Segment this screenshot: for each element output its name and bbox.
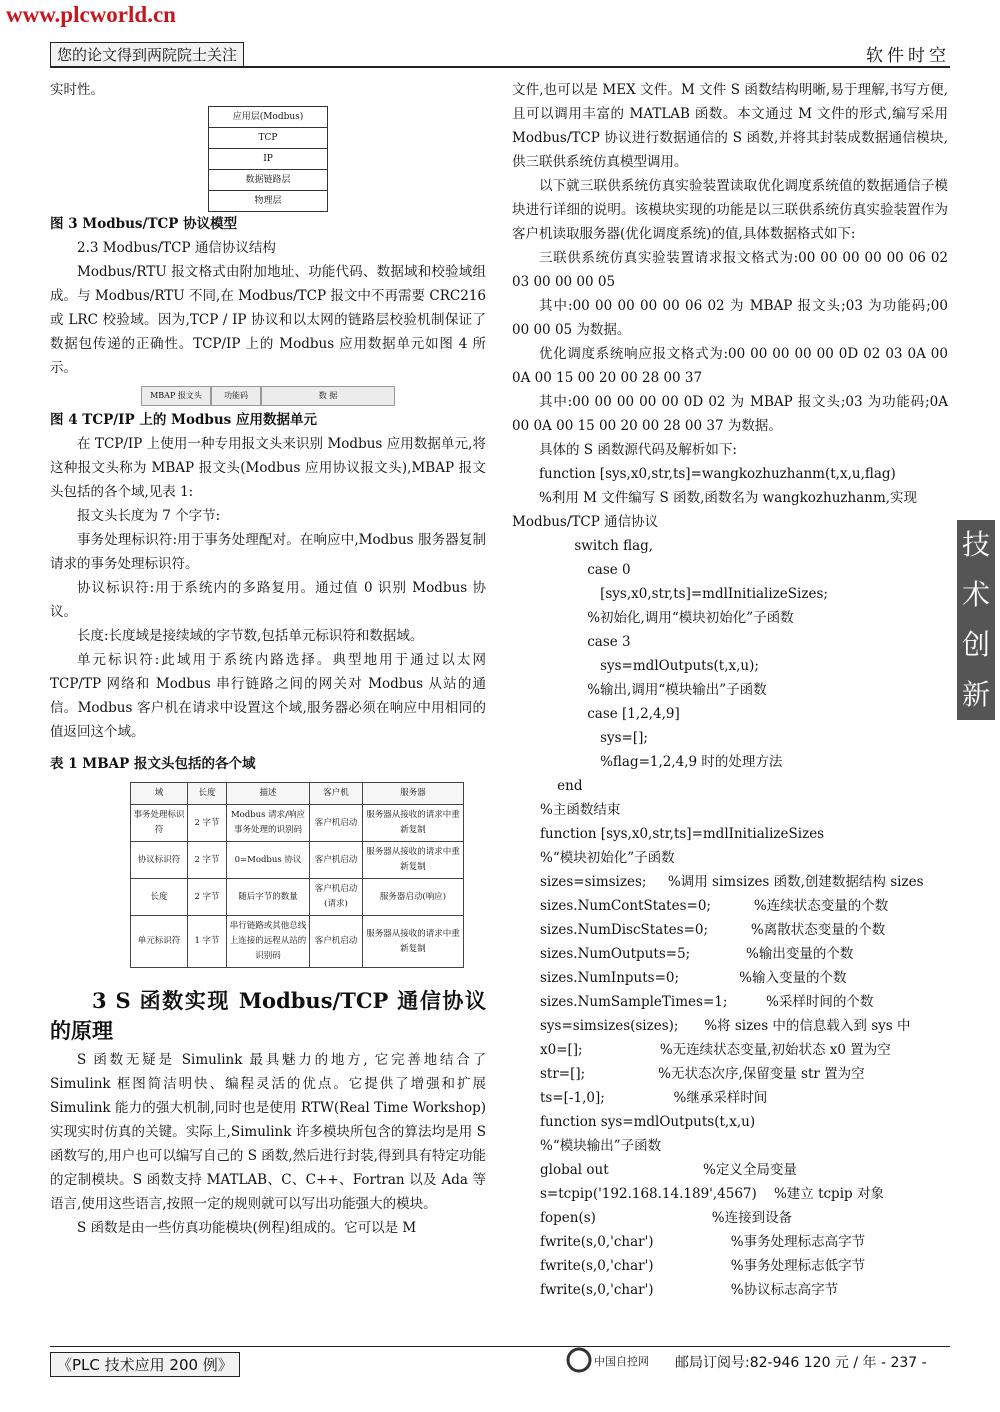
side-tab-char: 术 (961, 578, 990, 611)
table-cell: 客户机启动(请求) (310, 879, 363, 916)
code-line: %主函数结束 (540, 802, 621, 818)
code-line: sizes=simsizes; %调用 simsizes 函数,创建数据结构 sizes (540, 874, 924, 890)
code-line: sizes.NumInputs=0; %输入变量的个数 (540, 970, 847, 986)
paragraph: 实时性。 (50, 82, 104, 98)
right-column (512, 78, 948, 1302)
table-cell: 服务器从接收的请求中重新复制 (363, 842, 464, 879)
layer-ip: IP (208, 149, 328, 170)
code-line: sys=[]; (540, 730, 648, 746)
figure-4-caption: 图 4 TCP/IP 上的 Modbus 应用数据单元 (50, 412, 317, 428)
table-row (131, 916, 464, 968)
code-line: %利用 M 文件编写 S 函数,函数名为 wangkozhuzhanm,实现 (539, 490, 918, 506)
paragraph: 长度:长度域是接续域的字节数,包括单元标识符和数据域。 (77, 628, 424, 644)
adu-mbap: MBAP 报文头 (141, 386, 211, 406)
adu-data: 数 据 (261, 386, 395, 406)
paragraph: 具体的 S 函数源代码及解析如下: (539, 442, 737, 458)
section-side-tab (957, 520, 995, 720)
code-line: sys=simsizes(sizes); %将 sizes 中的信息载入到 sys 中 (540, 1018, 911, 1034)
table-cell: 客户机启动 (310, 842, 363, 879)
layer-physical: 物理层 (208, 191, 328, 212)
figure-3-protocol-stack (208, 106, 328, 212)
paragraph: 以下就三联供系统仿真实验装置读取优化调度系统值的数据通信子模块进行详细的说明。该模块实现的功能是以三联供系统仿真实验装置作为客户机读取服务器(优化调度系统)的值,具体数据格式如下: (512, 178, 948, 242)
figure-4-adu (141, 386, 395, 406)
table-cell: 事务处理标识符 (131, 805, 188, 842)
table-header-row (131, 783, 464, 805)
code-line: Modbus/TCP 通信协议 (512, 514, 659, 530)
side-tab-char: 技 (961, 528, 990, 561)
table-row (131, 805, 464, 842)
table-cell: 0=Modbus 协议 (227, 842, 310, 879)
layer-tcp: TCP (208, 128, 328, 149)
table-header-cell: 域 (131, 783, 188, 805)
code-line: str=[]; %无状态次序,保留变量 str 置为空 (540, 1066, 865, 1082)
table-cell: 单元标识符 (131, 916, 188, 968)
code-line: x0=[]; %无连续状态变量,初始状态 x0 置为空 (540, 1042, 891, 1058)
column-title: 软件时空 (866, 46, 950, 66)
table-cell: 随后字节的数量 (227, 879, 310, 916)
layer-datalink: 数据链路层 (208, 170, 328, 191)
paragraph: 报文头长度为 7 个字节: (77, 508, 221, 524)
code-line: case 3 (540, 634, 631, 650)
table-cell: 长度 (131, 879, 188, 916)
code-line: ts=[-1,0]; %继承采样时间 (540, 1090, 768, 1106)
table-header-cell: 服务器 (363, 783, 464, 805)
table-cell: Modbus 请求/响应事务处理的识别码 (227, 805, 310, 842)
code-line: %flag=1,2,4,9 时的处理方法 (540, 754, 783, 770)
code-line: %“模块初始化”子函数 (540, 850, 675, 866)
code-line: sizes.NumContStates=0; %连续状态变量的个数 (540, 898, 889, 914)
side-tab-char: 创 (961, 628, 990, 661)
code-line: case [1,2,4,9] (540, 706, 680, 722)
paragraph: 协议标识符:用于系统内的多路复用。通过值 0 识别 Modbus 协议。 (50, 580, 486, 620)
figure-3-caption: 图 3 Modbus/TCP 协议模型 (50, 216, 238, 232)
code-line: %输出,调用“模块输出”子函数 (540, 682, 767, 698)
table-cell: 服务器从接收的请求中重新复制 (363, 805, 464, 842)
code-line: function [sys,x0,str,ts]=wangkozhuzhanm(t,x,u,flag) (539, 466, 896, 482)
table-row (131, 879, 464, 916)
table-row (131, 842, 464, 879)
code-line: fwrite(s,0,'char') %事务处理标志低字节 (540, 1258, 866, 1274)
layer-application: 应用层(Modbus) (208, 106, 328, 128)
table-header-cell: 描述 (227, 783, 310, 805)
table-1 (130, 782, 464, 968)
paragraph: Modbus/RTU 报文格式由附加地址、功能代码、数据域和校验域组成。与 Modbus/RTU 不同,在 Modbus/TCP 报文中不再需要 CRC216 或 LRC 校验域。因为,TCP / IP 协议和以太网的链路层校验机制保证了数据包传递的正确性。TCP/IP 上的 Modbus 应用数据单元如图 4 所示。 (50, 264, 486, 376)
paragraph: 其中:00 00 00 00 00 0D 02 为 MBAP 报文头;03 为功能码;0A 00 0A 00 15 00 20 00 28 00 37 为数据。 (512, 394, 948, 434)
code-line: function sys=mdlOutputs(t,x,u) (540, 1114, 756, 1130)
paragraph: 单元标识符:此域用于系统内路选择。典型地用于通过以太网 TCP/TP 网络和 Modbus 串行链路之间的网关对 Modbus 从站的通信。Modbus 客户机在请求中设置这个域,服务器必须在响应中用相同的值返回这个域。 (50, 652, 486, 740)
table-header-cell: 长度 (188, 783, 227, 805)
code-line: end (540, 778, 583, 794)
header-rule (50, 66, 950, 68)
publisher-logo (566, 1347, 666, 1373)
code-line: sizes.NumOutputs=5; %输出变量的个数 (540, 946, 854, 962)
paragraph: 在 TCP/IP 上使用一种专用报文头来识别 Modbus 应用数据单元,将这种报文头称为 MBAP 报文头(Modbus 应用协议报文头),MBAP 报文头包括的各个域,见表 1: (50, 436, 486, 500)
table-cell: 2 字节 (188, 805, 227, 842)
code-line: %“模块输出”子函数 (540, 1138, 662, 1154)
section-heading-2-3: 2.3 Modbus/TCP 通信协议结构 (77, 240, 276, 256)
header-tagline: 您的论文得到两院院士关注 (50, 42, 244, 67)
table-cell: 服务器从接收的请求中重新复制 (363, 916, 464, 968)
paragraph: S 函数无疑是 Simulink 最具魅力的地方, 它完善地结合了 Simulink 框图简洁明快、编程灵活的优点。它提供了增强和扩展 Simulink 能力的强大机制,同时也是使用 RTW(Real Time Workshop)实现实时仿真的关键。实际上,Simulink 许多模块所包含的算法均是用 S 函数写的,用户也可以编写自己的 S 函数,然后进行封装,得到具有特定功能的定制模块。S 函数支持 MATLAB、C、C++、Fortran 以及 Ada 等语言,使用这些语言,按照一定的规则就可以写出功能强大的模块。 (50, 1052, 486, 1212)
table-cell: 1 字节 (188, 916, 227, 968)
paragraph: 事务处理标识符:用于事务处理配对。在响应中,Modbus 服务器复制请求的事务处理标识符。 (50, 532, 486, 572)
code-line: global out %定义全局变量 (540, 1162, 797, 1178)
section-heading-3: 3 S 函数实现 Modbus/TCP 通信协议的原理 (50, 988, 486, 1043)
code-line: fwrite(s,0,'char') %事务处理标志高字节 (540, 1234, 866, 1250)
code-line: sys=mdlOutputs(t,x,u); (540, 658, 759, 674)
footer-subscription: 邮局订阅号:82-946 120 元 / 年 - 237 - (675, 1355, 927, 1371)
code-line: s=tcpip('192.168.14.189',4567) %建立 tcpip 对象 (540, 1186, 884, 1202)
code-line: switch flag, (540, 538, 654, 554)
code-line: sizes.NumSampleTimes=1; %采样时间的个数 (540, 994, 874, 1010)
side-tab-char: 新 (961, 678, 990, 711)
code-line: function [sys,x0,str,ts]=mdlInitializeSizes (540, 826, 825, 842)
table-cell: 2 字节 (188, 842, 227, 879)
paragraph: 三联供系统仿真实验装置请求报文格式为:00 00 00 00 00 06 02 03 00 00 00 05 (512, 250, 948, 290)
table-header-cell: 客户机 (310, 783, 363, 805)
table-cell: 协议标识符 (131, 842, 188, 879)
table-cell: 客户机启动 (310, 916, 363, 968)
paragraph: 文件,也可以是 MEX 文件。M 文件 S 函数结构明晰,易于理解,书写方便,且可以调用丰富的 MATLAB 函数。本文通过 M 文件的形式,编写采用 Modbus/TCP 协议进行数据通信的 S 函数,并将其封装成数据通信模块,供三联供系统仿真模型调用。 (512, 82, 948, 170)
code-block (512, 534, 948, 1302)
logo-text: 中国自控网 (594, 1355, 649, 1368)
left-column (50, 78, 486, 1240)
table-1-caption: 表 1 MBAP 报文头包括的各个域 (50, 756, 256, 772)
code-line: fwrite(s,0,'char') %协议标志高字节 (540, 1282, 839, 1298)
table-cell: 服务器启动(响应) (363, 879, 464, 916)
code-line: case 0 (540, 562, 631, 578)
table-cell: 客户机启动 (310, 805, 363, 842)
footer-series-title: 《PLC 技术应用 200 例》 (50, 1352, 240, 1377)
paragraph: 优化调度系统响应报文格式为:00 00 00 00 00 0D 02 03 0A 00 0A 00 15 00 20 00 28 00 37 (512, 346, 948, 386)
logo-ring-icon (568, 1349, 590, 1371)
code-line: [sys,x0,str,ts]=mdlInitializeSizes; (540, 586, 828, 602)
code-line: sizes.NumDiscStates=0; %离散状态变量的个数 (540, 922, 886, 938)
table-cell: 2 字节 (188, 879, 227, 916)
site-url[interactable]: www.plcworld.cn (6, 2, 176, 27)
paragraph: 其中:00 00 00 00 00 06 02 为 MBAP 报文头;03 为功能码;00 00 00 05 为数据。 (512, 298, 948, 338)
code-line: %初始化,调用“模块初始化”子函数 (540, 610, 794, 626)
paragraph: S 函数是由一些仿真功能模块(例程)组成的。它可以是 M (77, 1220, 417, 1236)
footer-rule (50, 1346, 950, 1347)
adu-function-code: 功能码 (211, 386, 261, 406)
code-line: fopen(s) %连接到设备 (540, 1210, 793, 1226)
table-cell: 串行链路或其他总线上连接的远程从站的识别码 (227, 916, 310, 968)
